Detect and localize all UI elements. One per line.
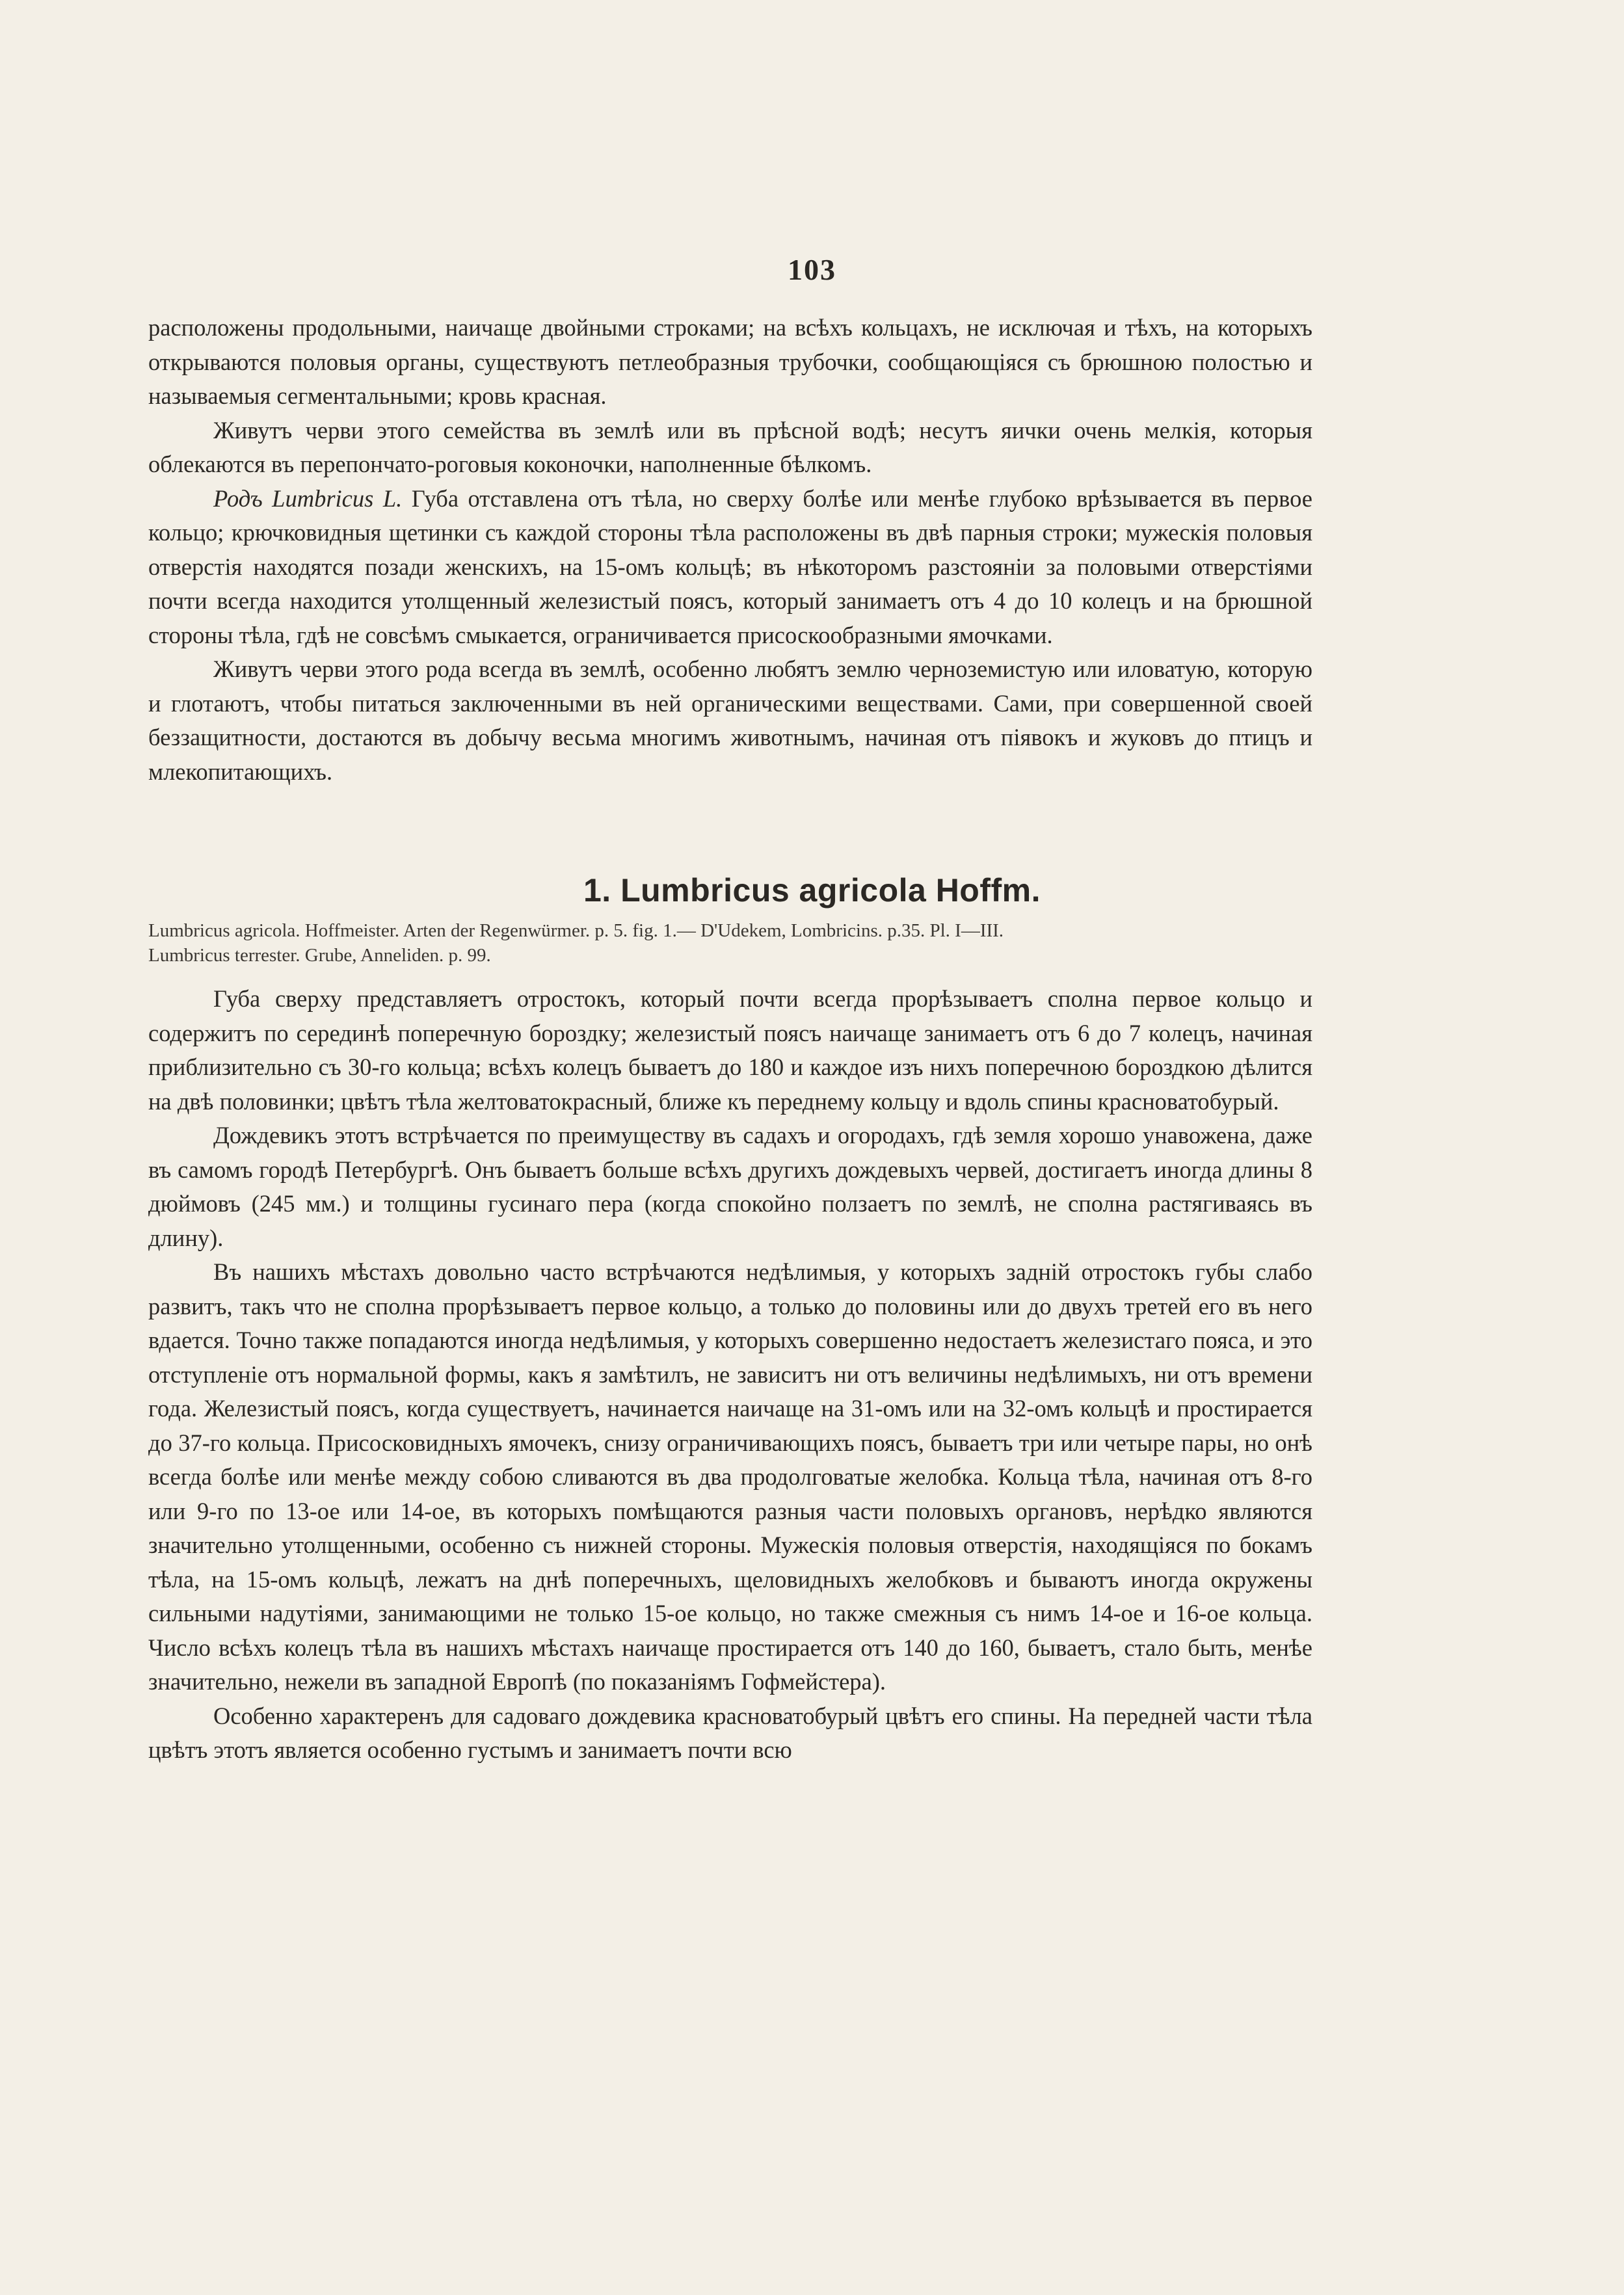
species-paragraph-1: Губа сверху представляетъ отростокъ, который почти всегда прорѣзываетъ сполна первое кольцо и содержитъ по серединѣ поперечную бороздку; железистый поясъ наичаще занимаетъ отъ 6 до 7 колецъ, начиная приблизительно съ 30-го кольца; всѣхъ колецъ бываетъ до 180 и каждое изъ нихъ поперечною бороздкою дѣлится на двѣ половинки; цвѣтъ тѣла желтоватокрасный, ближе къ переднему кольцу и вдоль спины красноватобурый. <box>148 985 1312 1115</box>
page-number: 103 <box>788 253 836 286</box>
genus-name: Родъ Lumbricus L. <box>213 484 403 512</box>
intro-text <box>148 311 1312 789</box>
species-paragraph-4: Особенно характеренъ для садоваго дождевика красноватобурый цвѣтъ его спины. На передней части тѣла цвѣтъ этотъ является особенно густымъ и занимаетъ почти всю <box>148 1702 1312 1763</box>
intro-paragraph-4: Живутъ черви этого рода всегда въ землѣ, особенно любятъ землю черноземистую или иловатую, которую и глотаютъ, чтобы питаться заключенными въ ней органическими веществами. Сами, при совершенной своей беззащитности, достаются въ добычу весьма многимъ животнымъ, начиная отъ піявокъ и жуковъ до птицъ и млекопитающихъ. <box>148 656 1312 785</box>
section-heading: 1. Lumbricus agricola Hoffm. <box>583 872 1041 909</box>
species-text <box>148 982 1312 1768</box>
genus-paragraph <box>148 482 1312 653</box>
species-paragraph-2: Дождевикъ этотъ встрѣчается по преимуществу въ садахъ и огородахъ, гдѣ земля хорошо унавожена, даже въ самомъ городѣ Петербургѣ. Онъ бываетъ больше всѣхъ другихъ дождевыхъ червей, достигаетъ иногда длины 8 дюймовъ (245 мм.) и толщины гусинаго пера (когда спокойно ползаетъ по землѣ, не сполна растягиваясь въ длину). <box>148 1122 1312 1251</box>
intro-paragraph-2: Живутъ черви этого семейства въ землѣ или въ прѣсной водѣ; несутъ яички очень мелкія, которыя облекаются въ перепончато-роговыя коконочки, наполненные бѣлкомъ. <box>148 416 1312 477</box>
species-paragraph-3: Въ нашихъ мѣстахъ довольно часто встрѣчаются недѣлимыя, у которыхъ задній отростокъ губы слабо развитъ, такъ что не сполна прорѣзываетъ первое кольцо, а только до половины или до двухъ третей его въ него вдается. Точно также попадаются иногда недѣлимыя, у которыхъ совершенно недостаетъ железистаго пояса, и это отступленіе отъ нормальной формы, какъ я замѣтилъ, не зависитъ ни отъ величины недѣлимыхъ, ни отъ времени года. Железистый поясъ, когда существуетъ, начинается наичаще на 31-омъ или на 32-омъ кольцѣ и простирается до 37-го кольца. Присосковидныхъ ямочекъ, снизу ограничивающихъ поясъ, бываетъ три или четыре пары, но онѣ всегда болѣе или менѣе между собою сливаются въ два продолговатые желобка. Кольца тѣла, начиная отъ 8-го или 9-го по 13-ое или 14-ое, въ которыхъ помѣщаются разныя части половыхъ органовъ, нерѣдко являются значительно утолщенными, особенно съ нижней стороны. Мужескія половыя отверстія, находящіяся по бокамъ тѣла, на 15-омъ кольцѣ, лежатъ на днѣ поперечныхъ, щеловидныхъ желобковъ и бываютъ иногда окружены сильными надутіями, занимающими не только 15-ое кольцо, но также смежныя съ нимъ 14-ое и 16-ое кольца. Число всѣхъ колецъ тѣла въ нашихъ мѣстахъ наичаще простирается отъ 140 до 160, бываетъ, стало быть, менѣе значительно, нежели въ западной Европѣ (по показаніямъ Гофмейстера). <box>148 1258 1312 1695</box>
intro-paragraph-1: расположены продольными, наичаще двойными строками; на всѣхъ кольцахъ, не исключая и тѣхъ, на которыхъ открываются половыя органы, существуютъ петлеобразныя трубочки, сообщающіяся съ брюшною полостью и называемыя сегментальными; кровь красная. <box>148 314 1312 409</box>
reference-1: Lumbricus agricola. Hoffmeister. Arten der Regenwürmer. p. 5. fig. 1.— D'Udekem, Lombricins. p.35. Pl. I—III. <box>148 920 1004 941</box>
reference-2: Lumbricus terrester. Grube, Anneliden. p. 99. <box>148 945 491 966</box>
genus-description: Губа отставлена отъ тѣла, но сверху болѣе или менѣе глубоко врѣзывается въ первое кольцо; крючковидныя щетинки съ каждой стороны тѣла расположены въ двѣ парныя строки; мужескія половыя отверстія находятся позади женскихъ, на 15-омъ кольцѣ; въ нѣкоторомъ разстояніи за половыми отверстіями почти всегда находится утолщенный железистый поясъ, который занимаетъ отъ 4 до 10 колецъ и на брюшной стороны тѣла, гдѣ не совсѣмъ смыкается, ограничивается присоскообразными ямочками. <box>148 484 1312 648</box>
references <box>148 918 1312 968</box>
